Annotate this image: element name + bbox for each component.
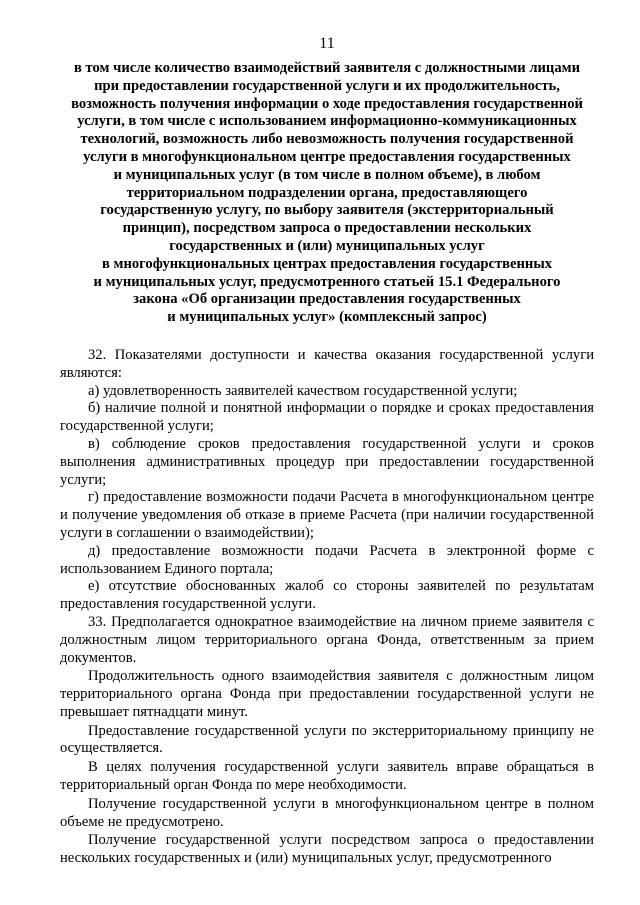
heading-line: государственных и (или) муниципальных услуг <box>169 237 485 254</box>
heading-line: закона «Об организации предоставления государственных <box>133 291 521 308</box>
heading-line: услуги в многофункциональном центре предоставления государственных <box>83 148 571 165</box>
heading-line: территориальном подразделении органа, предоставляющего <box>126 184 528 201</box>
paragraph: Получение государственной услуги посредством запроса о предоставлении нескольких государственных и (или) муниципальных услуг, предусмотренного <box>60 832 594 867</box>
heading-line: и муниципальных услуг (в том числе в полном объеме), в любом <box>113 166 541 183</box>
document-body <box>60 347 594 868</box>
paragraph: Предоставление государственной услуги по экстерриториальному принципу не осуществляется. <box>60 722 594 757</box>
heading-line: услуги, в том числе с использованием информационно-коммуникационных <box>77 113 577 130</box>
heading-line: в том числе количество взаимодействий заявителя с должностными лицами <box>74 60 580 76</box>
section-heading <box>60 60 594 327</box>
paragraph-item-32: 32. Показателями доступности и качества оказания государственной услуги являются: <box>60 346 594 381</box>
list-item-g: г) предоставление возможности подачи Расчета в многофункциональном центре и получение уведомления об отказе в приеме Расчета (при наличии государственной услуги в соглашении о взаимодействии); <box>60 489 594 541</box>
list-item-v: в) соблюдение сроков предоставления государственной услуги и сроков выполнения административных процедур при предоставлении государственной услуги; <box>60 435 594 488</box>
heading-line: в многофункциональных центрах предоставления государственных <box>101 255 553 272</box>
list-item-a: а) удовлетворенность заявителей качеством государственной услуги; <box>88 382 518 399</box>
heading-line: технологий, возможность либо невозможность получения государственной <box>80 131 574 148</box>
paragraph: В целях получения государственной услуги заявитель вправе обращаться в территориальный орган Фонда по мере необходимости. <box>60 759 594 794</box>
list-item-e: е) отсутствие обоснованных жалоб со стороны заявителей по результатам предоставления государственной услуги. <box>60 578 594 613</box>
list-item-d: д) предоставление возможности подачи Расчета в электронной форме с использованием Единого портала; <box>60 542 594 577</box>
heading-line: и муниципальных услуг, предусмотренного статьей 15.1 Федерального <box>93 273 561 290</box>
heading-line: возможность получения информации о ходе предоставления государственной <box>71 95 583 112</box>
list-item-b: б) наличие полной и понятной информации о порядке и сроках предоставления государственной услуги; <box>60 400 594 435</box>
heading-line: принцип), посредством запроса о предоставлении нескольких <box>122 220 532 237</box>
heading-line: при предоставлении государственной услуги и их продолжительность, <box>94 77 560 94</box>
paragraph: Продолжительность одного взаимодействия заявителя с должностным лицом территориального органа Фонда при предоставлении государственной услуги не превышает пятнадцати минут. <box>60 668 594 720</box>
heading-line: и муниципальных услуг» (комплексный запрос) <box>167 309 487 326</box>
paragraph: Получение государственной услуги в многофункциональном центре в полном объеме не предусмотрено. <box>60 795 594 830</box>
paragraph-item-33: 33. Предполагается однократное взаимодействие на личном приеме заявителя с должностным лицом территориального органа Фонда, ответственным за прием документов. <box>60 613 594 666</box>
page-number: 11 <box>319 35 335 52</box>
heading-line: государственную услугу, по выбору заявителя (экстерриториальный <box>100 202 554 219</box>
